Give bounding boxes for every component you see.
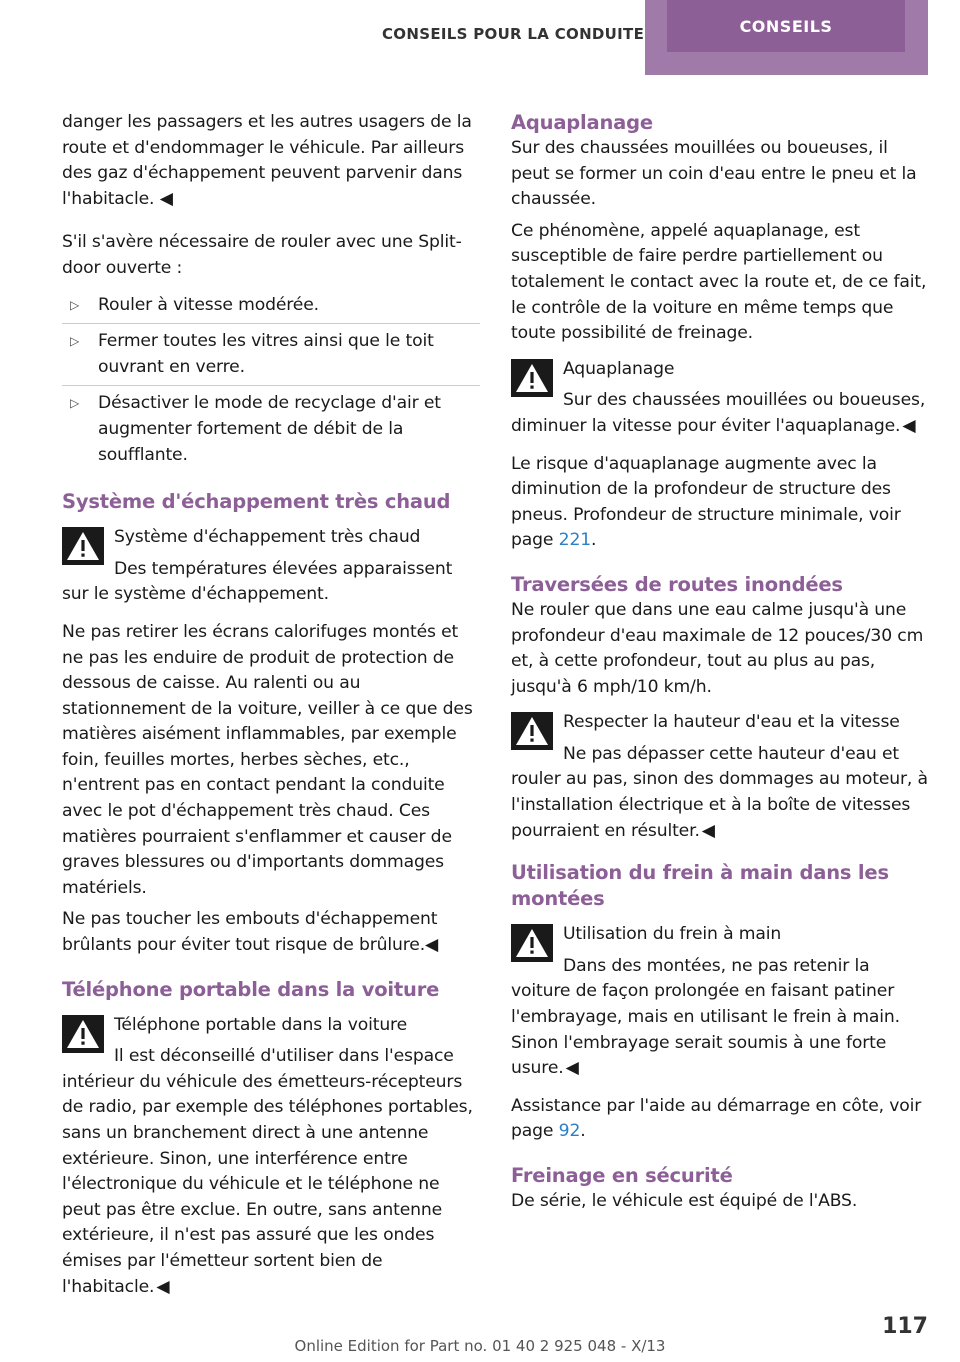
warning-text: Des températures élevées apparaissent sur le système d'échappement. [62,558,453,605]
paragraph: De série, le véhicule est équipé de l'ABS. [511,1191,858,1211]
warning-box [511,922,929,1082]
page-link-221[interactable]: 221 [558,530,592,551]
list-item: ▷ Fermer toutes les vitres ainsi que le toit ouvrant en verre. [62,324,480,386]
warning-text: Il est déconseillé d'utiliser dans l'espace intérieur du véhicule des émetteurs-récepteurs de radio, par exemple des téléphones portables, sans un branchement direct à une antenne extérieure. Sinon, une interférence entre l'électronique du véhicule et le téléphone ne peut pas être exclue. En outre, sans antenne extérieure, il n'est pas assuré que les ondes émises par l'émetteur sortent bien de l'habitacle. ◀ [62,1046,473,1297]
warning-box [62,525,480,608]
warning-text: Dans des montées, ne pas retenir la voiture de façon prolongée en faisant patiner l'embrayage, mais en utilisant le frein à main. Sinon l'embrayage serait soumis à une forte usure. ◀ [511,955,900,1079]
warning-triangle-icon [511,924,553,962]
warning-triangle-icon [511,712,553,750]
end-mark: ◀ [425,935,439,956]
paragraph: Ne pas retirer les écrans calorifuges montés et ne pas les enduire de produit de protection de dessous de caisse. Au ralenti ou au stationnement de la voiture, veiller à ce que des matières aisément inflammables, par exemple foin, feuilles mortes, herbes sèches, etc., n'entrent pas en contact pendant la conduite avec le pot d'échappement très chaud. Ces matières pourraient s'enflammer et causer de graves blessures ou d'importants dommages matériels. [62,621,473,898]
paragraph: Assistance par l'aide au démarrage en côte, voir page 92. [511,1095,922,1142]
warning-triangle-icon [511,359,553,397]
paragraph: Ne pas toucher les embouts d'échappement brûlants pour éviter tout risque de brûlure.◀ [62,909,439,956]
warning-title: Système d'échappement très chaud [114,527,421,548]
paragraph: Sur des chaussées mouillées ou boueuses, il peut se former un coin d'eau entre le pneu et la chaussée. [511,138,917,210]
section-heading: Utilisation du frein à main dans les montées [511,861,889,911]
bullet-list [62,288,480,474]
warning-title: Utilisation du frein à main [563,924,782,945]
section-heading: Aquaplanage [511,111,653,134]
warning-box [511,357,929,440]
warning-title: Téléphone portable dans la voiture [114,1014,408,1035]
bullet-triangle-icon: ▷ [70,396,80,411]
bullet-triangle-icon: ▷ [70,297,80,312]
section-heading: Traversées de routes inondées [511,572,843,596]
paragraph: danger les passagers et les autres usagers de la route et d'endommager le véhicule. Par ailleurs des gaz d'échappement peuvent parvenir dans l'habitacle. ◀ [62,112,472,209]
end-mark: ◀ [156,1276,170,1297]
bullet-triangle-icon: ▷ [70,334,80,349]
paragraph: S'il s'avère nécessaire de rouler avec une Split-door ouverte : [62,232,462,278]
end-mark: ◀ [565,1058,579,1079]
end-mark: ◀ [902,415,916,436]
section-heading: Téléphone portable dans la voiture [62,977,440,1001]
warning-text: Ne pas dépasser cette hauteur d'eau et rouler au pas, sinon des dommages au moteur, à l'installation électrique et à la boîte de vitesses pourraient en résulter. ◀ [511,743,928,841]
warning-title: Aquaplanage [563,358,675,379]
end-mark: ◀ [159,188,173,209]
page-link-92[interactable]: 92 [558,1121,581,1142]
paragraph: Ce phénomène, appelé aquaplanage, est susceptible de faire perdre partiellement ou totalement le contact avec la route et, de ce fait, le contrôle de la voiture en même temps que toute possibilité de freinage. [511,220,927,344]
footer-edition: Online Edition for Part no. 01 40 2 925 048 - X/13 [294,1337,666,1355]
list-item: ▷ Rouler à vitesse modérée. [62,288,480,325]
warning-box [62,1013,480,1301]
header-tab [645,0,928,75]
header-tab-label: CONSEILS [667,0,905,52]
paragraph: Ne rouler que dans une eau calme jusqu'à une profondeur d'eau maximale de 12 pouces/30 cm et, à cette profondeur, tout au plus au pas, jusqu'à 6 mph/10 km/h. [511,599,924,697]
page-number: 117 [882,1314,928,1339]
section-heading: Freinage en sécurité [511,1164,733,1187]
warning-title: Respecter la hauteur d'eau et la vitesse [563,712,900,733]
warning-triangle-icon [62,1015,104,1053]
list-item: ▷ Désactiver le mode de recyclage d'air et augmenter fortement de débit de la soufflante. [70,393,441,465]
warning-triangle-icon [62,527,104,565]
warning-box [511,710,929,844]
header-section-title: CONSEILS POUR LA CONDUITE [382,25,645,43]
section-heading: Système d'échappement très chaud [62,490,451,514]
end-mark: ◀ [701,820,715,841]
left-column [62,110,480,1312]
warning-text: Sur des chaussées mouillées ou boueuses, diminuer la vitesse pour éviter l'aquaplanage. ◀ [511,390,926,436]
paragraph: Le risque d'aquaplanage augmente avec la diminution de la profondeur de structure des pneus. Profondeur de structure minimale, voir page 221. [511,453,901,551]
right-column [511,110,929,1221]
